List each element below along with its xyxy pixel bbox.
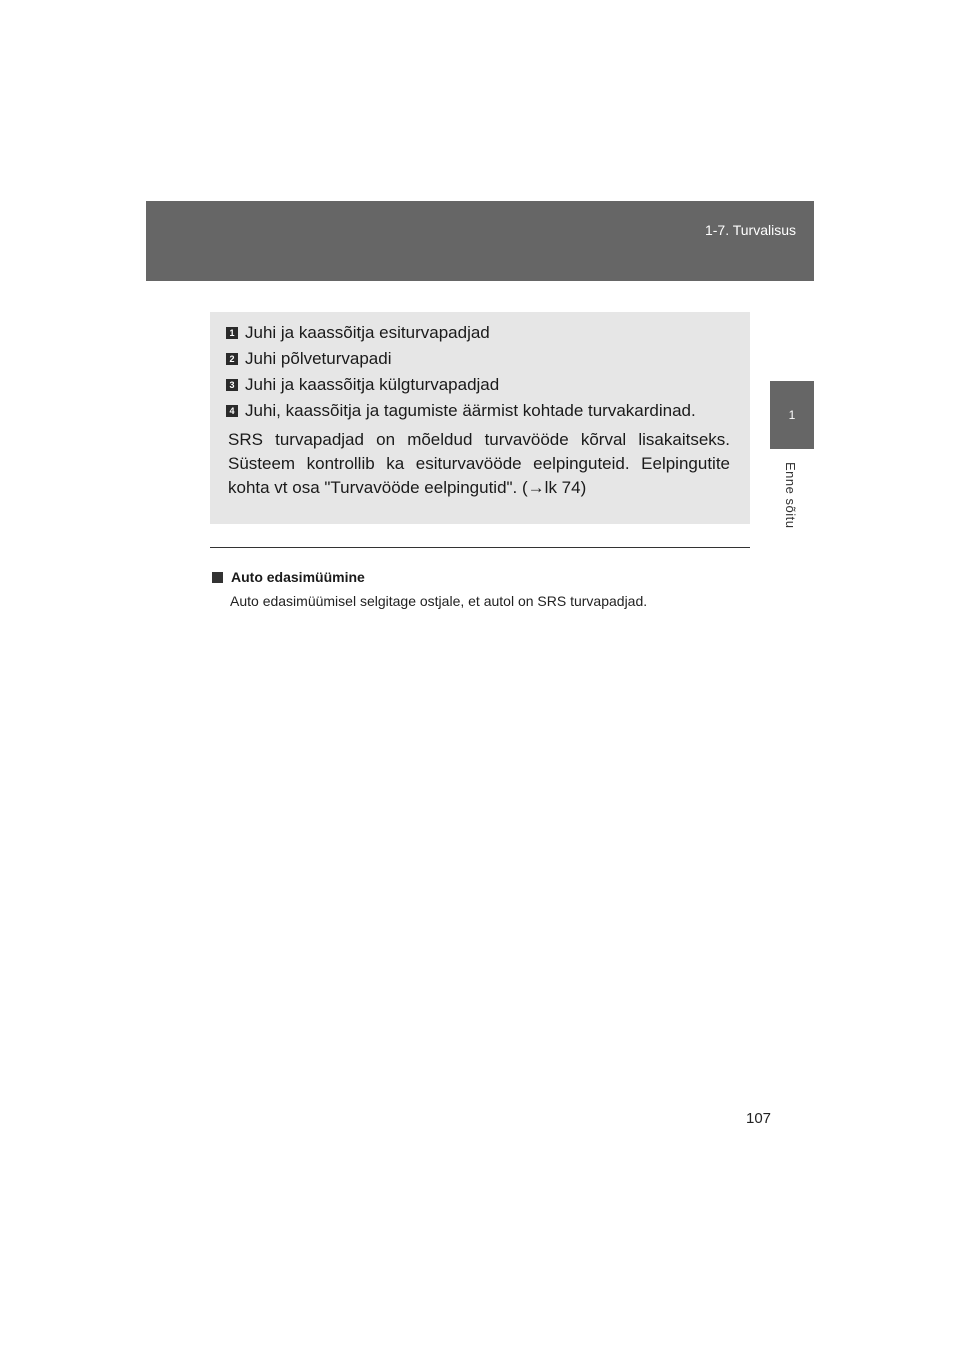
list-item-text: Juhi ja kaassõitja külgturvapadjad: [245, 375, 500, 394]
header-band: [146, 201, 814, 281]
number-1-icon: 1: [226, 327, 238, 339]
page-number: 107: [746, 1110, 772, 1127]
number-2-icon: 2: [226, 353, 238, 365]
section-label: 1-7. Turvalisus: [704, 222, 796, 238]
note-text: Auto edasimüümisel selgitage ostjale, et autol on SRS turvapadjad.: [230, 593, 648, 609]
square-bullet-icon: [212, 572, 223, 583]
list-item: [226, 372, 730, 398]
note-heading-text: Auto edasimüümine: [231, 569, 365, 585]
divider: [210, 547, 750, 548]
list-item: [226, 346, 730, 372]
list-item-text: Juhi, kaassõitja ja tagumiste äärmist kohtade turvakardinad.: [245, 401, 696, 420]
number-3-icon: 3: [226, 379, 238, 391]
list-item-text: Juhi põlveturvapadi: [245, 349, 392, 368]
list-item: [226, 398, 730, 424]
list-item: [226, 320, 730, 346]
number-4-icon: 4: [226, 405, 238, 417]
info-paragraph: SRS turvapadjad on mõeldud turvavööde kõrval lisakaitseks. Süsteem kontrollib ka esiturvavööde eelpinguteid. Eelpingutite kohta vt osa "Turvavööde eelpingutid". (→lk 74): [228, 430, 730, 497]
chapter-tab: 1: [770, 381, 814, 449]
info-box: [210, 312, 750, 524]
list-item-text: Juhi ja kaassõitja esiturvapadjad: [245, 323, 490, 342]
chapter-title: Enne sõitu: [783, 462, 798, 529]
note-heading: [212, 569, 365, 585]
